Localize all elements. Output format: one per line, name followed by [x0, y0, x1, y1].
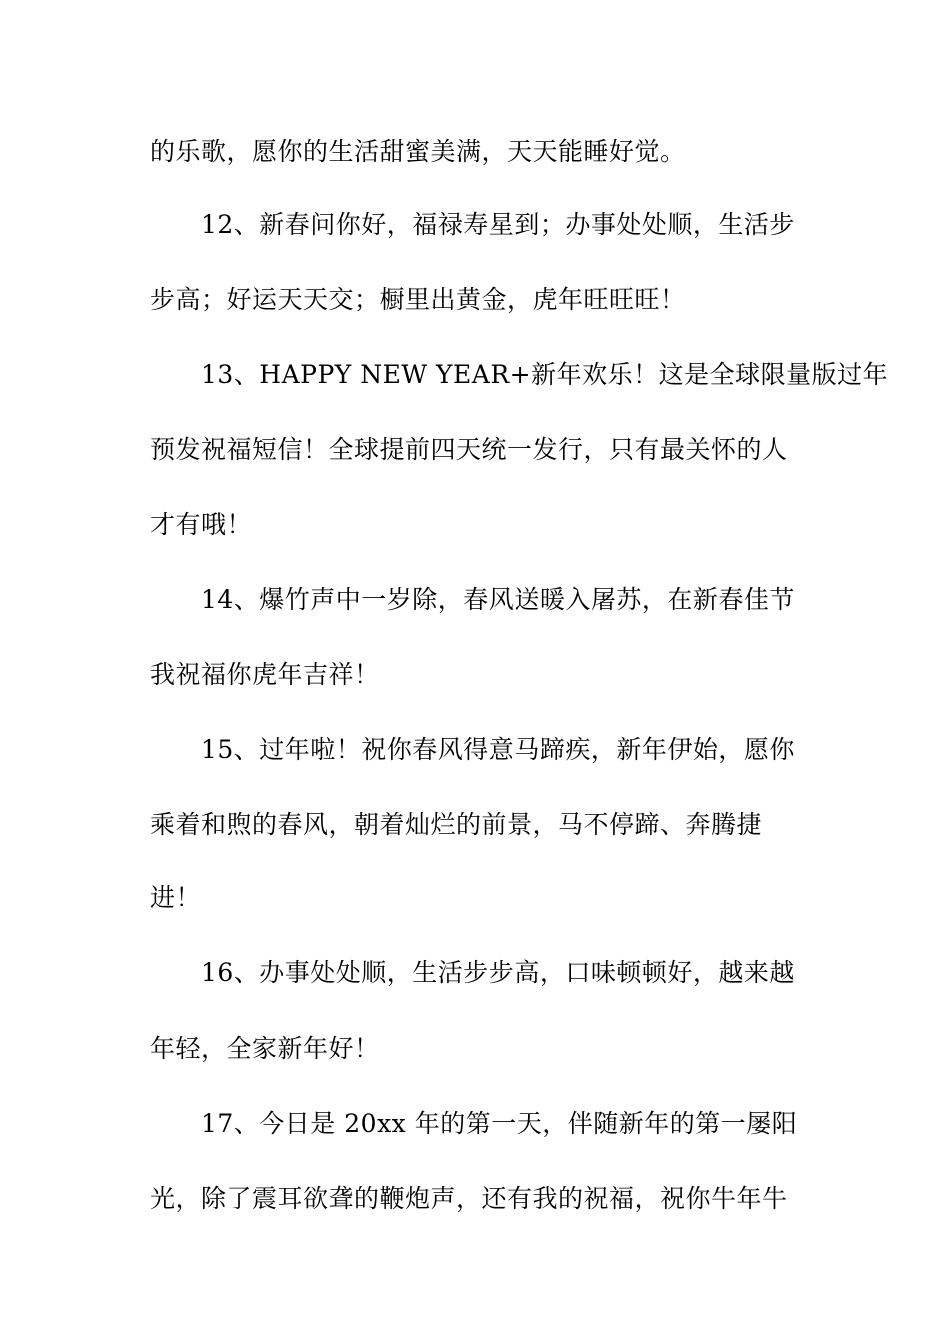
paragraph-13-line-1: 13、HAPPY NEW YEAR+新年欢乐！这是全球限量版过年 [201, 360, 889, 389]
paragraph-15-line-2: 乘着和煦的春风，朝着灿烂的前景，马不停蹄、奔腾捷 [150, 810, 763, 839]
paragraph-16-line-1: 16、办事处处顺，生活步步高，口味顿顿好，越来越 [201, 958, 795, 987]
paragraph-17-line-1: 17、今日是 20xx 年的第一天，伴随新年的第一屡阳 [201, 1109, 798, 1138]
paragraph-14-line-1: 14、爆竹声中一岁除，春风送暖入屠苏，在新春佳节 [201, 585, 795, 614]
paragraph-13-line-3: 才有哦！ [150, 510, 253, 539]
paragraph-12-line-2: 步高；好运天天交；橱里出黄金，虎年旺旺旺！ [150, 285, 686, 314]
paragraph-13-line-2: 预发祝福短信！全球提前四天统一发行，只有最关怀的人 [150, 435, 788, 464]
paragraph-15-line-1: 15、过年啦！祝你春风得意马蹄疾，新年伊始，愿你 [201, 735, 795, 764]
text-line-1: 的乐歌，愿你的生活甜蜜美满，天天能睡好觉。 [150, 137, 686, 166]
paragraph-17-line-2: 光，除了震耳欲聋的鞭炮声，还有我的祝福，祝你牛年牛 [150, 1184, 788, 1213]
paragraph-14-line-2: 我祝福你虎年吉祥！ [150, 660, 380, 689]
paragraph-15-line-3: 进！ [150, 883, 202, 912]
paragraph-16-line-2: 年轻，全家新年好！ [150, 1034, 380, 1063]
paragraph-12-line-1: 12、新春问你好，福禄寿星到；办事处处顺，生活步 [201, 210, 795, 239]
